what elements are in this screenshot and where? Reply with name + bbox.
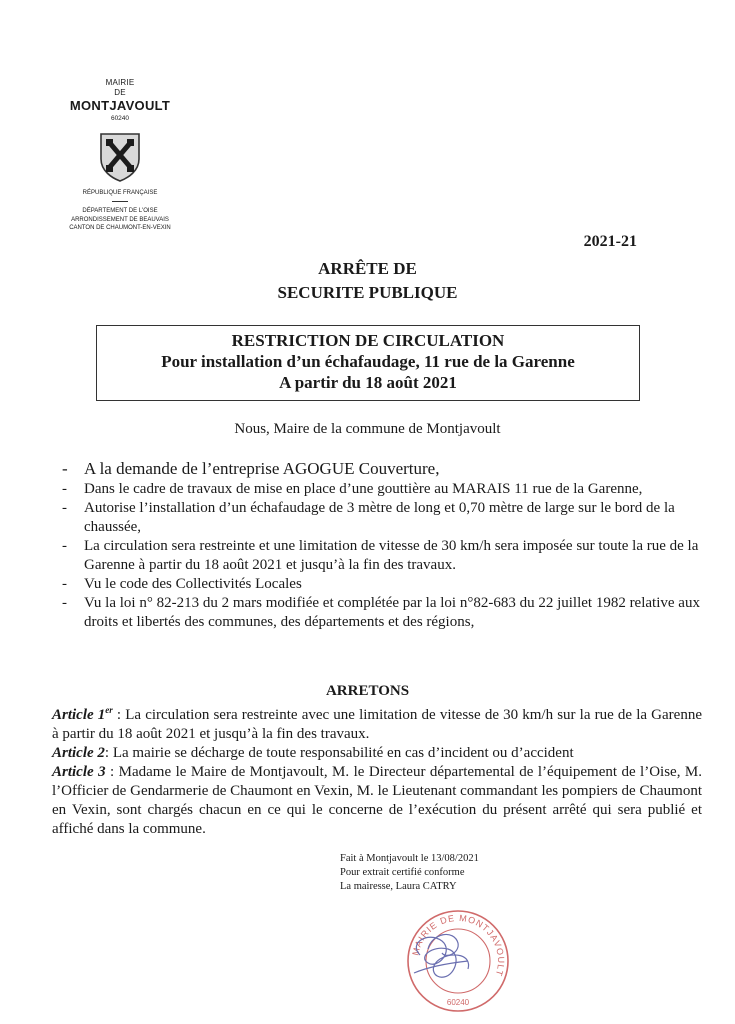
signer-name: La mairesse, Laura CATRY xyxy=(340,881,457,892)
mairie-header xyxy=(40,78,200,233)
stamp-postal-code: 60240 xyxy=(446,998,470,1007)
consideration-item: - Autorise l’installation d’un échafaudage de 3 mètre de long et 0,70 mètre de large sur le bord de la chaussée, xyxy=(60,499,700,537)
article-2 xyxy=(52,744,702,763)
handwritten-signature-icon xyxy=(414,934,469,977)
department-line: DÉPARTEMENT DE L'OISE xyxy=(82,208,158,214)
mayor-intro: Nous, Maire de la commune de Montjavoult xyxy=(234,421,501,437)
arrondissement-line: ARRONDISSEMENT DE BEAUVAIS xyxy=(71,216,169,223)
title-line-2: SECURITE PUBLIQUE xyxy=(277,283,458,302)
article-2-label: Article 2 xyxy=(52,745,105,761)
article-1-text: : La circulation sera restreinte avec une limitation de vitesse de 30 km/h sur la rue de la Garenne à partir du 18 août 2021 et jusqu’à la fin des travaux. xyxy=(52,707,702,742)
article-2-text: : La mairie se décharge de toute responsabilité en cas d’incident ou d’accident xyxy=(104,745,574,761)
coat-of-arms-icon xyxy=(98,131,142,183)
restriction-summary-box xyxy=(96,325,640,401)
consideration-item: - Dans le cadre de travaux de mise en place d’une gouttière au MARAIS 11 rue de la Garenne, xyxy=(60,480,700,499)
consideration-item: - La circulation sera restreinte et une limitation de vitesse de 30 km/h sera imposée sur toute la rue de la Garenne à partir du 18 août 2021 et jusqu’à la fin des travaux. xyxy=(60,537,700,575)
articles-section xyxy=(52,701,702,839)
restriction-subject: Pour installation d’un échafaudage, 11 rue de la Garenne xyxy=(161,352,575,371)
article-1-label: Article 1er xyxy=(52,705,113,723)
consideration-item: - A la demande de l’entreprise AGOGUE Couverture, xyxy=(60,458,700,480)
header-divider xyxy=(112,201,128,202)
consideration-item: - Vu le code des Collectivités Locales xyxy=(60,575,700,594)
stamp-ring-text: MAIRIE DE MONTJAVOULT xyxy=(410,912,507,978)
considerations-list xyxy=(60,458,700,632)
republique-label: RÉPUBLIQUE FRANÇAISE xyxy=(82,190,158,196)
article-3-label: Article 3 xyxy=(52,764,106,780)
signature-block xyxy=(340,852,479,894)
mairie-label: MAIRIE xyxy=(105,78,135,87)
document-title xyxy=(0,257,735,305)
arretons-heading: ARRETONS xyxy=(325,683,410,699)
town-name: MONTJAVOULT xyxy=(69,98,171,113)
certified-copy-note: Pour extrait certifié conforme xyxy=(340,867,465,878)
postal-code: 60240 xyxy=(110,115,130,122)
restriction-start-date: A partir du 18 août 2021 xyxy=(279,373,457,392)
restriction-heading: RESTRICTION DE CIRCULATION xyxy=(231,331,505,350)
article-1 xyxy=(52,701,702,744)
article-3-text: : Madame le Maire de Montjavoult, M. le Directeur départemental de l’équipement de l’Oise, M. l’Officier de Gendarmerie de Chaumont en Vexin, M. le Lieutenant commandant les pompiers de Chaumont en Vexin, sont chargés chacun en ce qui le concerne de l’exécution du présent arrêté qui sera publié et affiché dans la commune. xyxy=(52,764,702,837)
canton-line: CANTON DE CHAUMONT-EN-VEXIN xyxy=(69,225,171,231)
official-stamp-icon xyxy=(398,903,518,1015)
article-3 xyxy=(52,763,702,839)
title-line-1: ARRÊTE DE xyxy=(318,259,417,278)
decree-reference-number: 2021-21 xyxy=(583,233,637,250)
place-and-date: Fait à Montjavoult le 13/08/2021 xyxy=(340,853,479,864)
mairie-de-label: DE xyxy=(114,88,126,97)
consideration-item: - Vu la loi n° 82-213 du 2 mars modifiée et complétée par la loi n°82-683 du 22 juillet 1982 relative aux droits et libertés des communes, des départements et des régions, xyxy=(60,594,700,632)
